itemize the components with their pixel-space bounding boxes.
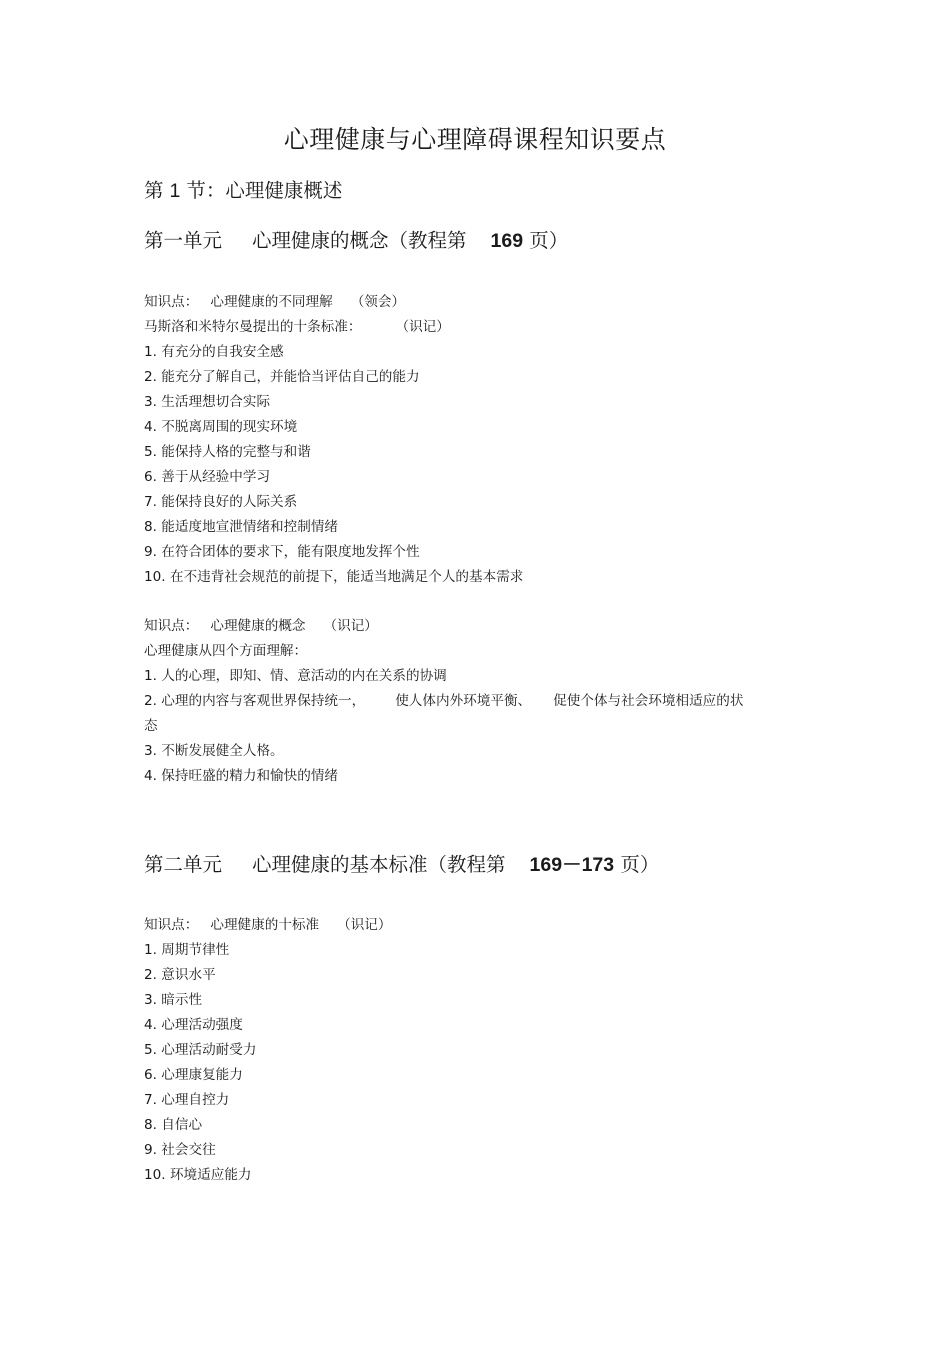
list-item: 3. 不断发展健全人格。 [144, 743, 284, 759]
kp2-label: 知识点： [144, 618, 199, 634]
unit-1-name: 第一单元 [144, 229, 223, 252]
kp3-label: 知识点： [144, 917, 199, 933]
list-item: 1. 人的心理，即知、情、意活动的内在关系的协调 [144, 668, 447, 684]
kp1-topic: 心理健康的不同理解 [210, 294, 333, 310]
kp2-intro: 心理健康从四个方面理解： [144, 643, 308, 659]
kp1-label: 知识点： [144, 294, 199, 310]
list-item: 8. 能适度地宣泄情绪和控制情绪 [144, 519, 339, 535]
kp2-header [144, 614, 804, 639]
list-item: 8. 自信心 [144, 1117, 203, 1133]
knowledge-point-2 [144, 614, 804, 789]
list-item: 9. 在符合团体的要求下，能有限度地发挥个性 [144, 544, 420, 560]
knowledge-point-3 [144, 913, 804, 1188]
unit-1-pages: 169 [490, 230, 524, 252]
kp1-intro [144, 315, 804, 340]
section-suffix: 节：心理健康概述 [186, 179, 343, 202]
item2-part-b: 使人体内外环境平衡、 [395, 693, 532, 709]
unit-2-heading [144, 850, 659, 880]
item2-part-c: 促使个体与社会环境相适应的状 [553, 693, 744, 709]
list-item: 4. 不脱离周围的现实环境 [144, 419, 298, 435]
list-item: 3. 暗示性 [144, 992, 203, 1008]
kp1-header [144, 290, 804, 315]
item2-part-a: 2. 心理的内容与客观世界保持统一， [144, 693, 366, 709]
list-item: 3. 生活理想切合实际 [144, 394, 271, 410]
knowledge-point-1 [144, 290, 804, 590]
section-number: 1 [169, 180, 181, 202]
list-item: 7. 心理自控力 [144, 1092, 230, 1108]
document-title: 心理健康与心理障碍课程知识要点 [283, 125, 667, 154]
list-item: 2. 意识水平 [144, 967, 216, 983]
kp1-intro-text: 马斯洛和米特尔曼提出的十条标准： [144, 319, 362, 335]
kp3-level: （识记） [337, 917, 392, 933]
unit-2-end: 页） [620, 853, 660, 876]
list-item: 6. 心理康复能力 [144, 1067, 243, 1083]
unit-1-end: 页） [529, 229, 569, 252]
list-item: 5. 心理活动耐受力 [144, 1042, 257, 1058]
kp1-intro-level: （识记） [395, 319, 450, 335]
kp3-topic: 心理健康的十标准 [210, 917, 320, 933]
list-item: 2. 能充分了解自己，并能恰当评估自己的能力 [144, 369, 420, 385]
list-item [144, 689, 804, 714]
section-heading [144, 176, 342, 206]
list-item: 7. 能保持良好的人际关系 [144, 494, 298, 510]
unit-1-heading [144, 226, 568, 256]
kp2-topic: 心理健康的概念 [210, 618, 306, 634]
list-item: 5. 能保持人格的完整与和谐 [144, 444, 311, 460]
unit-2-pages: 169－173 [529, 854, 615, 876]
list-item: 1. 有充分的自我安全感 [144, 344, 284, 360]
unit-2-topic: 心理健康的基本标准（教程第 [252, 853, 506, 876]
list-item: 6. 善于从经验中学习 [144, 469, 271, 485]
list-item-continuation: 态 [144, 718, 158, 734]
list-item: 4. 心理活动强度 [144, 1017, 243, 1033]
unit-2-name: 第二单元 [144, 853, 223, 876]
list-item: 4. 保持旺盛的精力和愉快的情绪 [144, 768, 339, 784]
list-item: 10. 环境适应能力 [144, 1167, 252, 1183]
list-item: 10. 在不违背社会规范的前提下，能适当地满足个人的基本需求 [144, 569, 524, 585]
section-prefix: 第 [144, 179, 164, 202]
kp3-header [144, 913, 804, 938]
list-item: 1. 周期节律性 [144, 942, 230, 958]
kp1-level: （领会） [350, 294, 406, 310]
kp2-level: （识记） [323, 618, 378, 634]
list-item: 9. 社会交往 [144, 1142, 216, 1158]
unit-1-topic: 心理健康的概念（教程第 [252, 229, 467, 252]
